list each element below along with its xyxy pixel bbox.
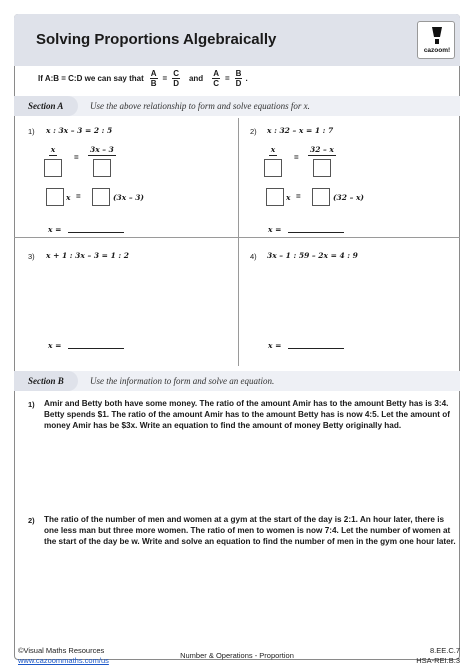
- website-link[interactable]: www.cazoommaths.com/us: [18, 655, 109, 665]
- header-bar: [14, 14, 460, 66]
- q1-equals: =: [74, 153, 79, 162]
- question-2-number: 2): [250, 127, 257, 136]
- section-b-tag: Section B: [14, 371, 78, 391]
- word-problem-1-number: 1): [28, 400, 35, 409]
- q4-answer-label: x =: [268, 341, 282, 350]
- fraction-c-over-d: $\frac{C}{D}$: [173, 68, 179, 88]
- logo-text: cazoom!: [423, 47, 451, 54]
- intro-lead: If A:B = C:D we can say that: [38, 73, 144, 83]
- q1-x: x: [66, 193, 71, 202]
- footer-standards: [416, 646, 460, 665]
- q2-answer-box[interactable]: [313, 159, 331, 177]
- q2-multiplier-box[interactable]: [312, 188, 330, 206]
- q1-answer-label: x =: [48, 225, 62, 234]
- section-a-bar: [14, 96, 460, 116]
- grid-divider-horizontal: [14, 237, 460, 238]
- q1-fraction-left: x: [44, 145, 62, 177]
- page-title: Solving Proportions Algebraically: [36, 31, 277, 48]
- grid-divider-vertical: [238, 118, 239, 366]
- q2-multiplied-term: (32 – x): [333, 193, 364, 202]
- q1-multiplier-box[interactable]: [92, 188, 110, 206]
- question-4-text: 3x – 1 : 59 – 2x = 4 : 9: [267, 251, 358, 260]
- q2-multiplier-box[interactable]: [266, 188, 284, 206]
- q1-equals-2: =: [76, 192, 81, 201]
- q3-answer-label: x =: [48, 341, 62, 350]
- q3-answer-line[interactable]: [68, 348, 124, 349]
- standard-code-2: HSA-REI.B.3: [416, 655, 460, 665]
- q1-answer-box[interactable]: [93, 159, 111, 177]
- logo-icon: [430, 26, 444, 46]
- intro-statement: [38, 66, 248, 90]
- question-1-number: 1): [28, 127, 35, 136]
- standard-code-1: 8.EE.C.7: [429, 646, 460, 655]
- q2-answer-box[interactable]: [264, 159, 282, 177]
- section-a-instruction: Use the above relationship to form and solve equations for x.: [90, 101, 310, 111]
- word-problem-2-number: 2): [28, 516, 35, 525]
- intro-and: and: [188, 73, 204, 83]
- word-problem-2-text: The ratio of the number of men and women at a gym at the start of the day is 2:1. An hour later, there is one less man but three more women. The ratio of men to women is now 7:4. Let the number of women at the start of the day be w. Write and solve an equation to find the number of men in the gym one hour later.: [44, 515, 456, 546]
- q1-fraction-right: 3x – 3: [88, 145, 116, 177]
- q2-answer-label: x =: [268, 225, 282, 234]
- footer-topic: Number & Operations - Proportion: [180, 651, 294, 660]
- q2-equals: =: [294, 153, 299, 162]
- q2-fraction-left: x: [264, 145, 282, 177]
- intro-period: .: [245, 73, 248, 83]
- q1-answer-box[interactable]: [44, 159, 62, 177]
- q2-fraction-right: 32 – x: [308, 145, 336, 177]
- fraction-b-over-d: $\frac{B}{D}$: [235, 68, 242, 88]
- q1-multiplier-box[interactable]: [46, 188, 64, 206]
- question-1-text: x : 3x – 3 = 2 : 5: [46, 126, 113, 135]
- question-2-text: x : 32 – x = 1 : 7: [267, 126, 334, 135]
- q1-answer-line[interactable]: [68, 232, 124, 233]
- section-b-instruction: Use the information to form and solve an equation.: [90, 376, 275, 386]
- q1-multiplied-term: (3x – 3): [113, 193, 144, 202]
- question-4-number: 4): [250, 252, 257, 261]
- copyright-text: ©Visual Maths Resources: [18, 646, 105, 655]
- q4-answer-line[interactable]: [288, 348, 344, 349]
- q2-answer-line[interactable]: [288, 232, 344, 233]
- equals-sign: =: [162, 73, 168, 83]
- question-3-text: x + 1 : 3x – 3 = 1 : 2: [46, 251, 130, 260]
- equals-sign: =: [224, 73, 230, 83]
- cazoom-logo: [417, 21, 455, 59]
- fraction-a-over-b: $\frac{A}{B}$: [150, 68, 157, 88]
- word-problem-1-text: Amir and Betty both have some money. The ratio of the amount Amir has to the amount Betty has is 3:4. Betty spends $1. The ratio of the amount Amir has to the amount Betty has is now 4:5. Let the amount of money Amir has be $3x. Write an equation to find the amount of money Betty originally had.: [44, 399, 450, 430]
- question-3-number: 3): [28, 252, 35, 261]
- section-a-tag: Section A: [14, 96, 78, 116]
- q2-x: x: [286, 193, 291, 202]
- q2-equals-2: =: [296, 192, 301, 201]
- section-b-bar: [14, 371, 460, 391]
- fraction-a-over-c: $\frac{A}{C}$: [213, 68, 219, 88]
